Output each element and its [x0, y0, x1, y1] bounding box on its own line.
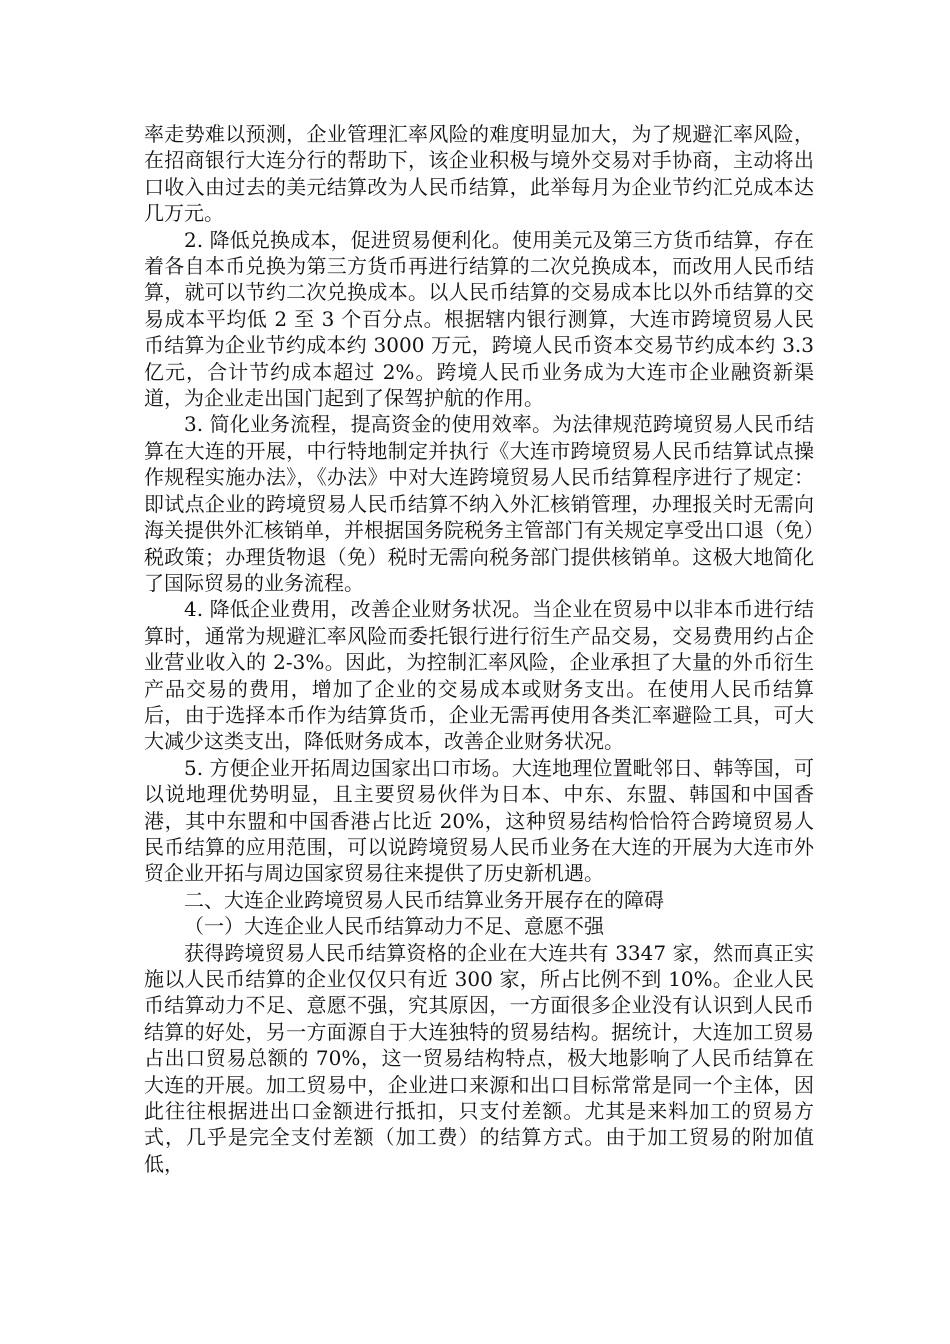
- paragraph-point-3: 3. 简化业务流程，提高资金的使用效率。为法律规范跨境贸易人民币结算在大连的开展，中行特地制定并执行《大连市跨境贸易人民币结算试点操作规程实施办法》，《办法》中对大连跨境贸易人民币结算程序进行了规定：即试点企业的跨境贸易人民币结算不纳入外汇核销管理，办理报关时无需向海关提供外汇核销单，并根据国务院税务主管部门有关规定享受出口退（免）税政策；办理货物退（免）税时无需向税务部门提供核销单。这极大地简化了国际贸易的业务流程。: [144, 412, 814, 595]
- subsection-heading: （一）大连企业人民币结算动力不足、意愿不强: [184, 914, 604, 939]
- document-body: [144, 121, 814, 1177]
- paragraph-intro: 率走势难以预测，企业管理汇率风险的难度明显加大，为了规避汇率风险，在招商银行大连分行的帮助下，该企业积极与境外交易对手协商，主动将出口收入由过去的美元结算改为人民币结算，此举每月为企业节约汇兑成本达几万元。: [144, 122, 814, 226]
- paragraph-point-4: 4. 降低企业费用，改善企业财务状况。当企业在贸易中以非本币进行结算时，通常为规避汇率风险而委托银行进行衍生产品交易，交易费用约占企业营业收入的 2-3%。因此，为控制汇率风险，企业承担了大量的外币衍生产品交易的费用，增加了企业的交易成本或财务支出。在使用人民币结算后，由于选择本币作为结算货币，企业无需再使用各类汇率避险工具，可大大减少这类支出，降低财务成本，改善企业财务状况。: [144, 597, 814, 754]
- paragraph-point-5: 5. 方便企业开拓周边国家出口市场。大连地理位置毗邻日、韩等国，可以说地理优势明显，且主要贸易伙伴为日本、中东、东盟、韩国和中国香港，其中东盟和中国香港占比近 20%，这种贸易结构恰恰符合跨境贸易人民币结算的应用范围，可以说跨境贸易人民币业务在大连的开展为大连市外贸企业开拓与周边国家贸易往来提供了历史新机遇。: [144, 755, 814, 886]
- paragraph-body: 获得跨境贸易人民币结算资格的企业在大连共有 3347 家，然而真正实施以人民币结算的企业仅仅只有近 300 家，所占比例不到 10%。企业人民币结算动力不足、意愿不强，究其原因，一方面很多企业没有认识到人民币结算的好处，另一方面源自于大连独特的贸易结构。据统计，大连加工贸易占出口贸易总额的 70%，这一贸易结构特点，极大地影响了人民币结算在大连的开展。加工贸易中，企业进口来源和出口目标常常是同一个主体，因此往往根据进出口金额进行抵扣，只支付差额。尤其是来料加工的贸易方式，几乎是完全支付差额（加工费）的结算方式。由于加工贸易的附加值低，: [144, 940, 814, 1176]
- paragraph-point-2: 2. 降低兑换成本，促进贸易便利化。使用美元及第三方货币结算，存在着各自本币兑换为第三方货币再进行结算的二次兑换成本，而改用人民币结算，就可以节约二次兑换成本。以人民币结算的交易成本比以外币结算的交易成本平均低 2 至 3 个百分点。根据辖内银行测算，大连市跨境贸易人民币结算为企业节约成本约 3000 万元，跨境人民币资本交易节约成本约 3.3 亿元，合计节约成本超过 2%。跨境人民币业务成为大连市企业融资新渠道，为企业走出国门起到了保驾护航的作用。: [144, 227, 814, 411]
- section-heading: 二、大连企业跨境贸易人民币结算业务开展存在的障碍: [184, 887, 664, 912]
